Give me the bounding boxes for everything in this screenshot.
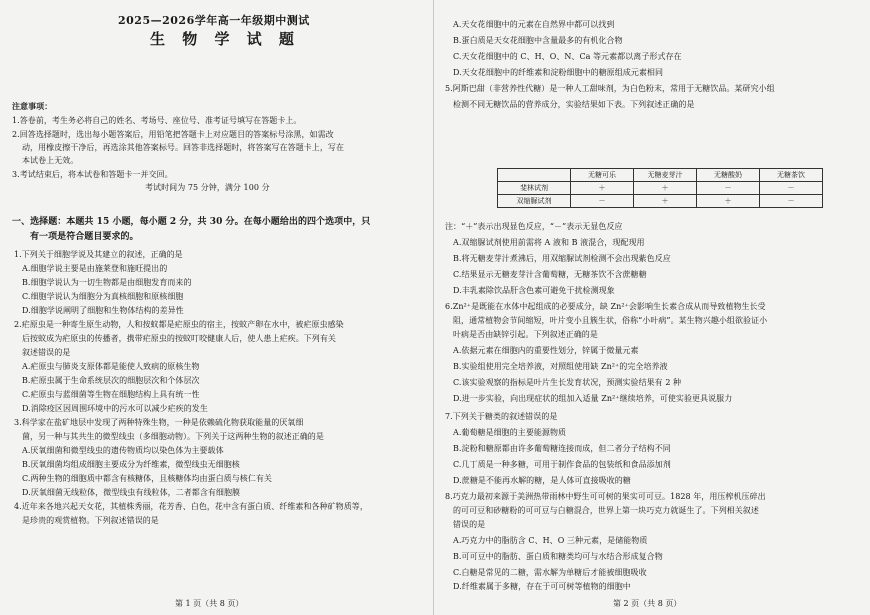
section-heading: 一、选择题：本题共 15 小题，每小题 2 分，共 30 分。在每小题给出的四个选项中，只 bbox=[12, 217, 371, 227]
table-row bbox=[498, 182, 823, 195]
section-heading: 有一项是符合题目要求的。 bbox=[30, 232, 139, 242]
option-line: C.白糖是常见的二糖，需水解为单糖后才能被细胞吸收 bbox=[453, 568, 647, 577]
table-header-cell: 无糖茶饮 bbox=[760, 169, 823, 182]
question-line: 3.科学家在盐矿地层中发现了两种特殊生物，一种是依赖硫化物获取能量的厌氧细 bbox=[14, 418, 304, 427]
option-line: C.天女花细胞中的 C、H、O、N、Ca 等元素都以离子形式存在 bbox=[453, 52, 682, 61]
option-line: B.细胞学说认为一切生物都是由细胞发育而来的 bbox=[22, 278, 192, 287]
table-cell: 斐林试剂 bbox=[498, 182, 571, 195]
table-header-cell: 无糖麦芽汁 bbox=[634, 169, 697, 182]
question-line: 1.下列关于细胞学说及其建立的叙述，正确的是 bbox=[14, 250, 183, 259]
notes-line: 2.回答选择题时，选出每小题答案后，用铅笔把答题卡上对应题目的答案标号涂黑，如需改 bbox=[12, 130, 334, 139]
question-line: 5.阿斯巴甜（非营养性代糖）是一种人工甜味剂，为白色粉末，常用于无糖饮品。某研究小组 bbox=[445, 84, 775, 93]
table-cell: － bbox=[697, 182, 760, 195]
table-cell: ＋ bbox=[634, 195, 697, 208]
option-line: D.厌氧细菌无线粒体，微型线虫有线粒体，二者都含有细胞膜 bbox=[22, 488, 241, 497]
option-line: C.几丁质是一种多糖，可用于制作食品的包装纸和食品添加剂 bbox=[453, 460, 671, 469]
option-line: D.丰乳素除饮品肝含色素可避免干扰检测现象 bbox=[453, 286, 615, 295]
question-line: 2.疟原虫是一种寄生原生动物，人和按蚊都是疟原虫的宿主，按蚊产卵在水中，被疟原虫感染 bbox=[14, 320, 344, 329]
option-line: A.巧克力中的脂肪含 C、H、O 三种元素，是储能物质 bbox=[453, 536, 648, 545]
exam-title: 2025—2026学年高一年级期中测试 bbox=[118, 14, 310, 27]
page-footer: 第 1 页（共 8 页） bbox=[175, 599, 244, 608]
option-line: D.蔗糖是不能再水解的糖，是人体可直接吸收的糖 bbox=[453, 476, 631, 485]
option-line: A.葡萄糖是细胞的主要能源物质 bbox=[453, 428, 567, 437]
notes-line: 3.考试结束后，将本试卷和答题卡一并交回。 bbox=[12, 170, 173, 179]
table-row bbox=[498, 195, 823, 208]
question-line: 叙述错误的是 bbox=[22, 348, 71, 357]
exam-time: 考试时间为 75 分钟，满分 100 分 bbox=[145, 183, 270, 192]
question-line: 8.巧克力最初来源于美洲热带雨林中野生可可树的果实可可豆。1828 年，用压榨机压碎出 bbox=[445, 492, 766, 501]
question-line: 4.近年来各地兴起天女花，其植株秀丽，花芳香、白色，花中含有蛋白质、纤维素和各种矿物质等， bbox=[14, 502, 368, 511]
option-line: B.蛋白质是天女花细胞中含量最多的有机化合物 bbox=[453, 36, 623, 45]
option-line: B.厌氧细菌均组成细胞主要成分为纤维素，微型线虫无细胞核 bbox=[22, 460, 240, 469]
table-header-cell: 无糖酸奶 bbox=[697, 169, 760, 182]
page-2 bbox=[435, 0, 870, 615]
question-line: 错误的是 bbox=[453, 520, 486, 529]
notes-line: 动，用橡皮擦干净后，再选涂其他答案标号。回答非选择题时，将答案写在答题卡上，写在 bbox=[22, 143, 344, 152]
option-line: D.天女花细胞中的纤维素和淀粉细胞中的糖原组成元素相同 bbox=[453, 68, 664, 77]
question-line: 6.Zn²⁺是既能在水体中起组成的必要成分，缺 Zn²⁺会影响生长素合成从而导致植物生长受 bbox=[445, 302, 766, 311]
option-line: C.两种生物的细胞质中都含有核糖体，且核糖体均由蛋白质与核仁有关 bbox=[22, 474, 272, 483]
option-line: A.依据元素在细胞内的重要性划分，锌属于微量元素 bbox=[453, 346, 639, 355]
page-footer: 第 2 页（共 8 页） bbox=[613, 599, 682, 608]
option-line: B.可可豆中的脂肪、蛋白质和糖类均可与水结合形成复合物 bbox=[453, 552, 663, 561]
option-line: D.进一步实验，向出现症状的组加入适量 Zn²⁺继续培养，可使实验更具说服力 bbox=[453, 394, 733, 403]
table-cell: ＋ bbox=[697, 195, 760, 208]
option-line: C.该实验观察的指标是叶片生长发育状况，预测实验结果有 2 种 bbox=[453, 378, 682, 387]
option-line: C.细胞学说认为细胞分为真核细胞和原核细胞 bbox=[22, 292, 184, 301]
option-line: A.疟原虫与肺炎支原体都是能使人致病的原核生物 bbox=[22, 362, 200, 371]
table-header-row bbox=[498, 169, 823, 182]
page-1 bbox=[0, 0, 434, 615]
question-line: 的可可豆和砂糖粉的可可豆与白糖混合，世界上第一块巧克力就诞生了。下列相关叙述 bbox=[453, 506, 759, 515]
notes-heading: 注意事项： bbox=[12, 101, 53, 111]
table-note: 注：“＋”表示出现显色反应，“－”表示无显色反应 bbox=[445, 222, 623, 231]
option-line: B.疟原虫属于生命系统层次的细胞层次和个体层次 bbox=[22, 376, 200, 385]
table-cell: ＋ bbox=[571, 182, 634, 195]
option-line: C.结果显示无糖麦芽汁含葡萄糖，无糖茶饮不含蔗糖糖 bbox=[453, 270, 647, 279]
table-header-cell: 无糖可乐 bbox=[571, 169, 634, 182]
option-line: A.天女花细胞中的元素在自然界中都可以找到 bbox=[453, 20, 615, 29]
table-cell: ＋ bbox=[634, 182, 697, 195]
subject-title: 生 物 学 试 题 bbox=[150, 30, 300, 48]
option-line: A.细胞学说主要是由施莱登和施旺提出的 bbox=[22, 264, 168, 273]
table-header-cell bbox=[498, 169, 571, 182]
question-line: 菌，另一种与其共生的微型线虫（多细胞动物）。下列关于这两种生物的叙述正确的是 bbox=[22, 432, 324, 441]
question-line: 检测不同无糖饮品的营养成分，实验结果如下表。下列叙述正确的是 bbox=[453, 100, 695, 109]
question-line: 是珍贵的观赏植物。下列叙述错误的是 bbox=[22, 516, 159, 525]
question-line: 后按蚊成为疟原虫的传播者，携带疟原虫的按蚊叮咬健康人后，使人患上疟疾。下列有关 bbox=[22, 334, 336, 343]
question-line: 阻，通常植物会节间缩短，叶片变小且簇生状，俗称“小叶病”。某生物兴趣小组欲验证小 bbox=[453, 316, 768, 325]
option-line: D.细胞学说阐明了细胞和生物体结构的差异性 bbox=[22, 306, 184, 315]
results-table bbox=[497, 168, 823, 208]
option-line: B.将无糖麦芽汁煮沸后，用双缩脲试剂检测不会出现紫色反应 bbox=[453, 254, 671, 263]
table-cell: 双缩脲试剂 bbox=[498, 195, 571, 208]
option-line: B.实验组使用完全培养液，对照组使用缺 Zn²⁺的完全培养液 bbox=[453, 362, 668, 371]
option-line: B.淀粉和糖原都由许多葡萄糖连接而成，但二者分子结构不同 bbox=[453, 444, 671, 453]
notes-line: 本试卷上无效。 bbox=[22, 156, 79, 165]
question-line: 叶病是否由缺锌引起。下列叙述正确的是 bbox=[453, 330, 598, 339]
notes-line: 1.答卷前，考生务必将自己的姓名、考场号、座位号、准考证号填写在答题卡上。 bbox=[12, 116, 302, 125]
question-line: 7.下列关于糖类的叙述错误的是 bbox=[445, 412, 558, 421]
option-line: A.双缩脲试剂使用前需将 A 液和 B 液混合，现配现用 bbox=[453, 238, 645, 247]
option-line: C.疟原虫与蓝细菌等生物在细胞结构上具有统一性 bbox=[22, 390, 200, 399]
option-line: D.消除疫区因周围环境中的污水可以减少疟疾的发生 bbox=[22, 404, 208, 413]
table-cell: － bbox=[571, 195, 634, 208]
table-cell: － bbox=[760, 182, 823, 195]
option-line: D.纤维素属于多糖，存在于可可树等植物的细胞中 bbox=[453, 582, 631, 591]
table-cell: － bbox=[760, 195, 823, 208]
option-line: A.厌氧细菌和微型线虫的遗传物质均以染色体为主要载体 bbox=[22, 446, 224, 455]
